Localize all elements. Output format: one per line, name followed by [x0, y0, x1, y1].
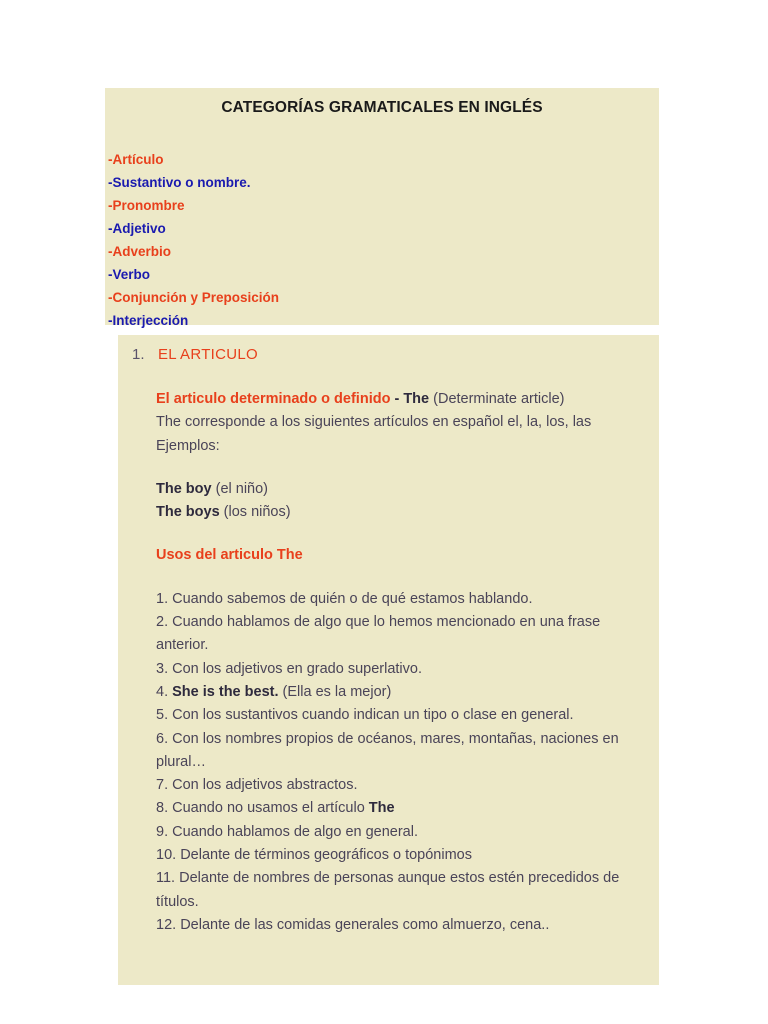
example-line-plural [156, 501, 649, 524]
use-number: 7. [156, 777, 169, 794]
definite-article-heading-the: The [403, 391, 430, 407]
definite-article-heading-tail: (Determinate article) [429, 391, 565, 407]
use-number: 4. [156, 683, 169, 700]
use-number: 12. [156, 916, 177, 933]
use-text: (Ella es la mejor) [278, 683, 392, 700]
list-item [156, 797, 649, 820]
example-line-singular [156, 478, 649, 501]
list-item-sustantivo: -Sustantivo o nombre. [108, 174, 251, 190]
categories-block [105, 88, 659, 328]
use-text: Con los adjetivos abstractos. [168, 777, 358, 794]
definite-article-heading [156, 388, 649, 411]
use-number: 11. [156, 870, 176, 887]
list-item [156, 658, 649, 681]
example-gloss-plural: (los niños) [219, 504, 291, 521]
list-item [156, 844, 649, 867]
use-text: Cuando hablamos de algo en general. [168, 823, 418, 840]
use-number: 10. [156, 847, 177, 864]
example-gloss-singular: (el niño) [211, 480, 269, 497]
use-text: Delante de nombres de personas aunque estos estén precedidos de títulos. [156, 870, 620, 910]
use-number: 5. [156, 707, 169, 724]
list-item [156, 588, 649, 611]
use-text: Con los sustantivos cuando indican un tipo o clase en general. [168, 707, 574, 724]
use-number: 2. [156, 614, 169, 631]
article-section-block [118, 335, 659, 985]
example-bold-singular: The boy [156, 480, 212, 497]
spacer [156, 367, 649, 388]
list-item-articulo: -Artículo [108, 151, 164, 167]
use-text: Delante de términos geográficos o topónimos [176, 847, 472, 864]
spacer [156, 458, 649, 478]
section-number: 1. [132, 346, 145, 363]
use-number: 9. [156, 823, 169, 840]
list-item-conjuncion: -Conjunción y Preposición [108, 289, 280, 305]
use-text-bold: The [368, 800, 395, 817]
spacer [156, 568, 649, 588]
article-body [118, 367, 659, 937]
list-item [156, 867, 649, 914]
example-bold-plural: The boys [156, 504, 220, 521]
use-text: Cuando sabemos de quién o de qué estamos hablando. [168, 590, 533, 607]
section-heading [118, 343, 659, 367]
use-number: 3. [156, 660, 169, 677]
article-intro-paragraph: The corresponde a los siguientes artículos en español el, la, los, las Ejemplos: [156, 414, 592, 454]
list-item [156, 681, 649, 704]
use-text: Con los nombres propios de océanos, mares, montañas, naciones en plural… [156, 730, 619, 770]
section-title: EL ARTICULO [158, 346, 259, 363]
list-item [156, 774, 649, 797]
list-item [156, 611, 649, 658]
use-text-bold: She is the best. [168, 683, 279, 700]
use-text: Delante de las comidas generales como almuerzo, cena.. [176, 916, 550, 933]
spacer [156, 524, 649, 544]
list-item [156, 704, 649, 727]
list-item [156, 821, 649, 844]
use-text: Cuando hablamos de algo que lo hemos mencionado en una frase anterior. [156, 614, 601, 654]
list-item-interjeccion: -Interjección [108, 312, 189, 328]
use-text: Con los adjetivos en grado superlativo. [168, 660, 422, 677]
uses-list [156, 588, 649, 937]
use-number: 8. [156, 800, 169, 817]
list-item [156, 728, 649, 775]
list-item-pronombre: -Pronombre [108, 197, 185, 213]
use-number: 6. [156, 730, 169, 747]
definite-article-heading-red: El articulo determinado o definido [156, 391, 391, 407]
definite-article-heading-dash: - [390, 391, 404, 407]
use-text: Cuando no usamos el artículo [168, 800, 369, 817]
list-item-verbo: -Verbo [108, 266, 151, 282]
use-number: 1. [156, 590, 169, 607]
grammar-categories-list [105, 148, 659, 332]
list-item-adjetivo: -Adjetivo [108, 220, 166, 236]
uses-heading: Usos del articulo The [156, 547, 303, 564]
list-item-adverbio: -Adverbio [108, 243, 172, 259]
page-title: CATEGORÍAS GRAMATICALES EN INGLÉS [221, 99, 543, 116]
examples-group [156, 478, 649, 525]
list-item [156, 914, 649, 937]
